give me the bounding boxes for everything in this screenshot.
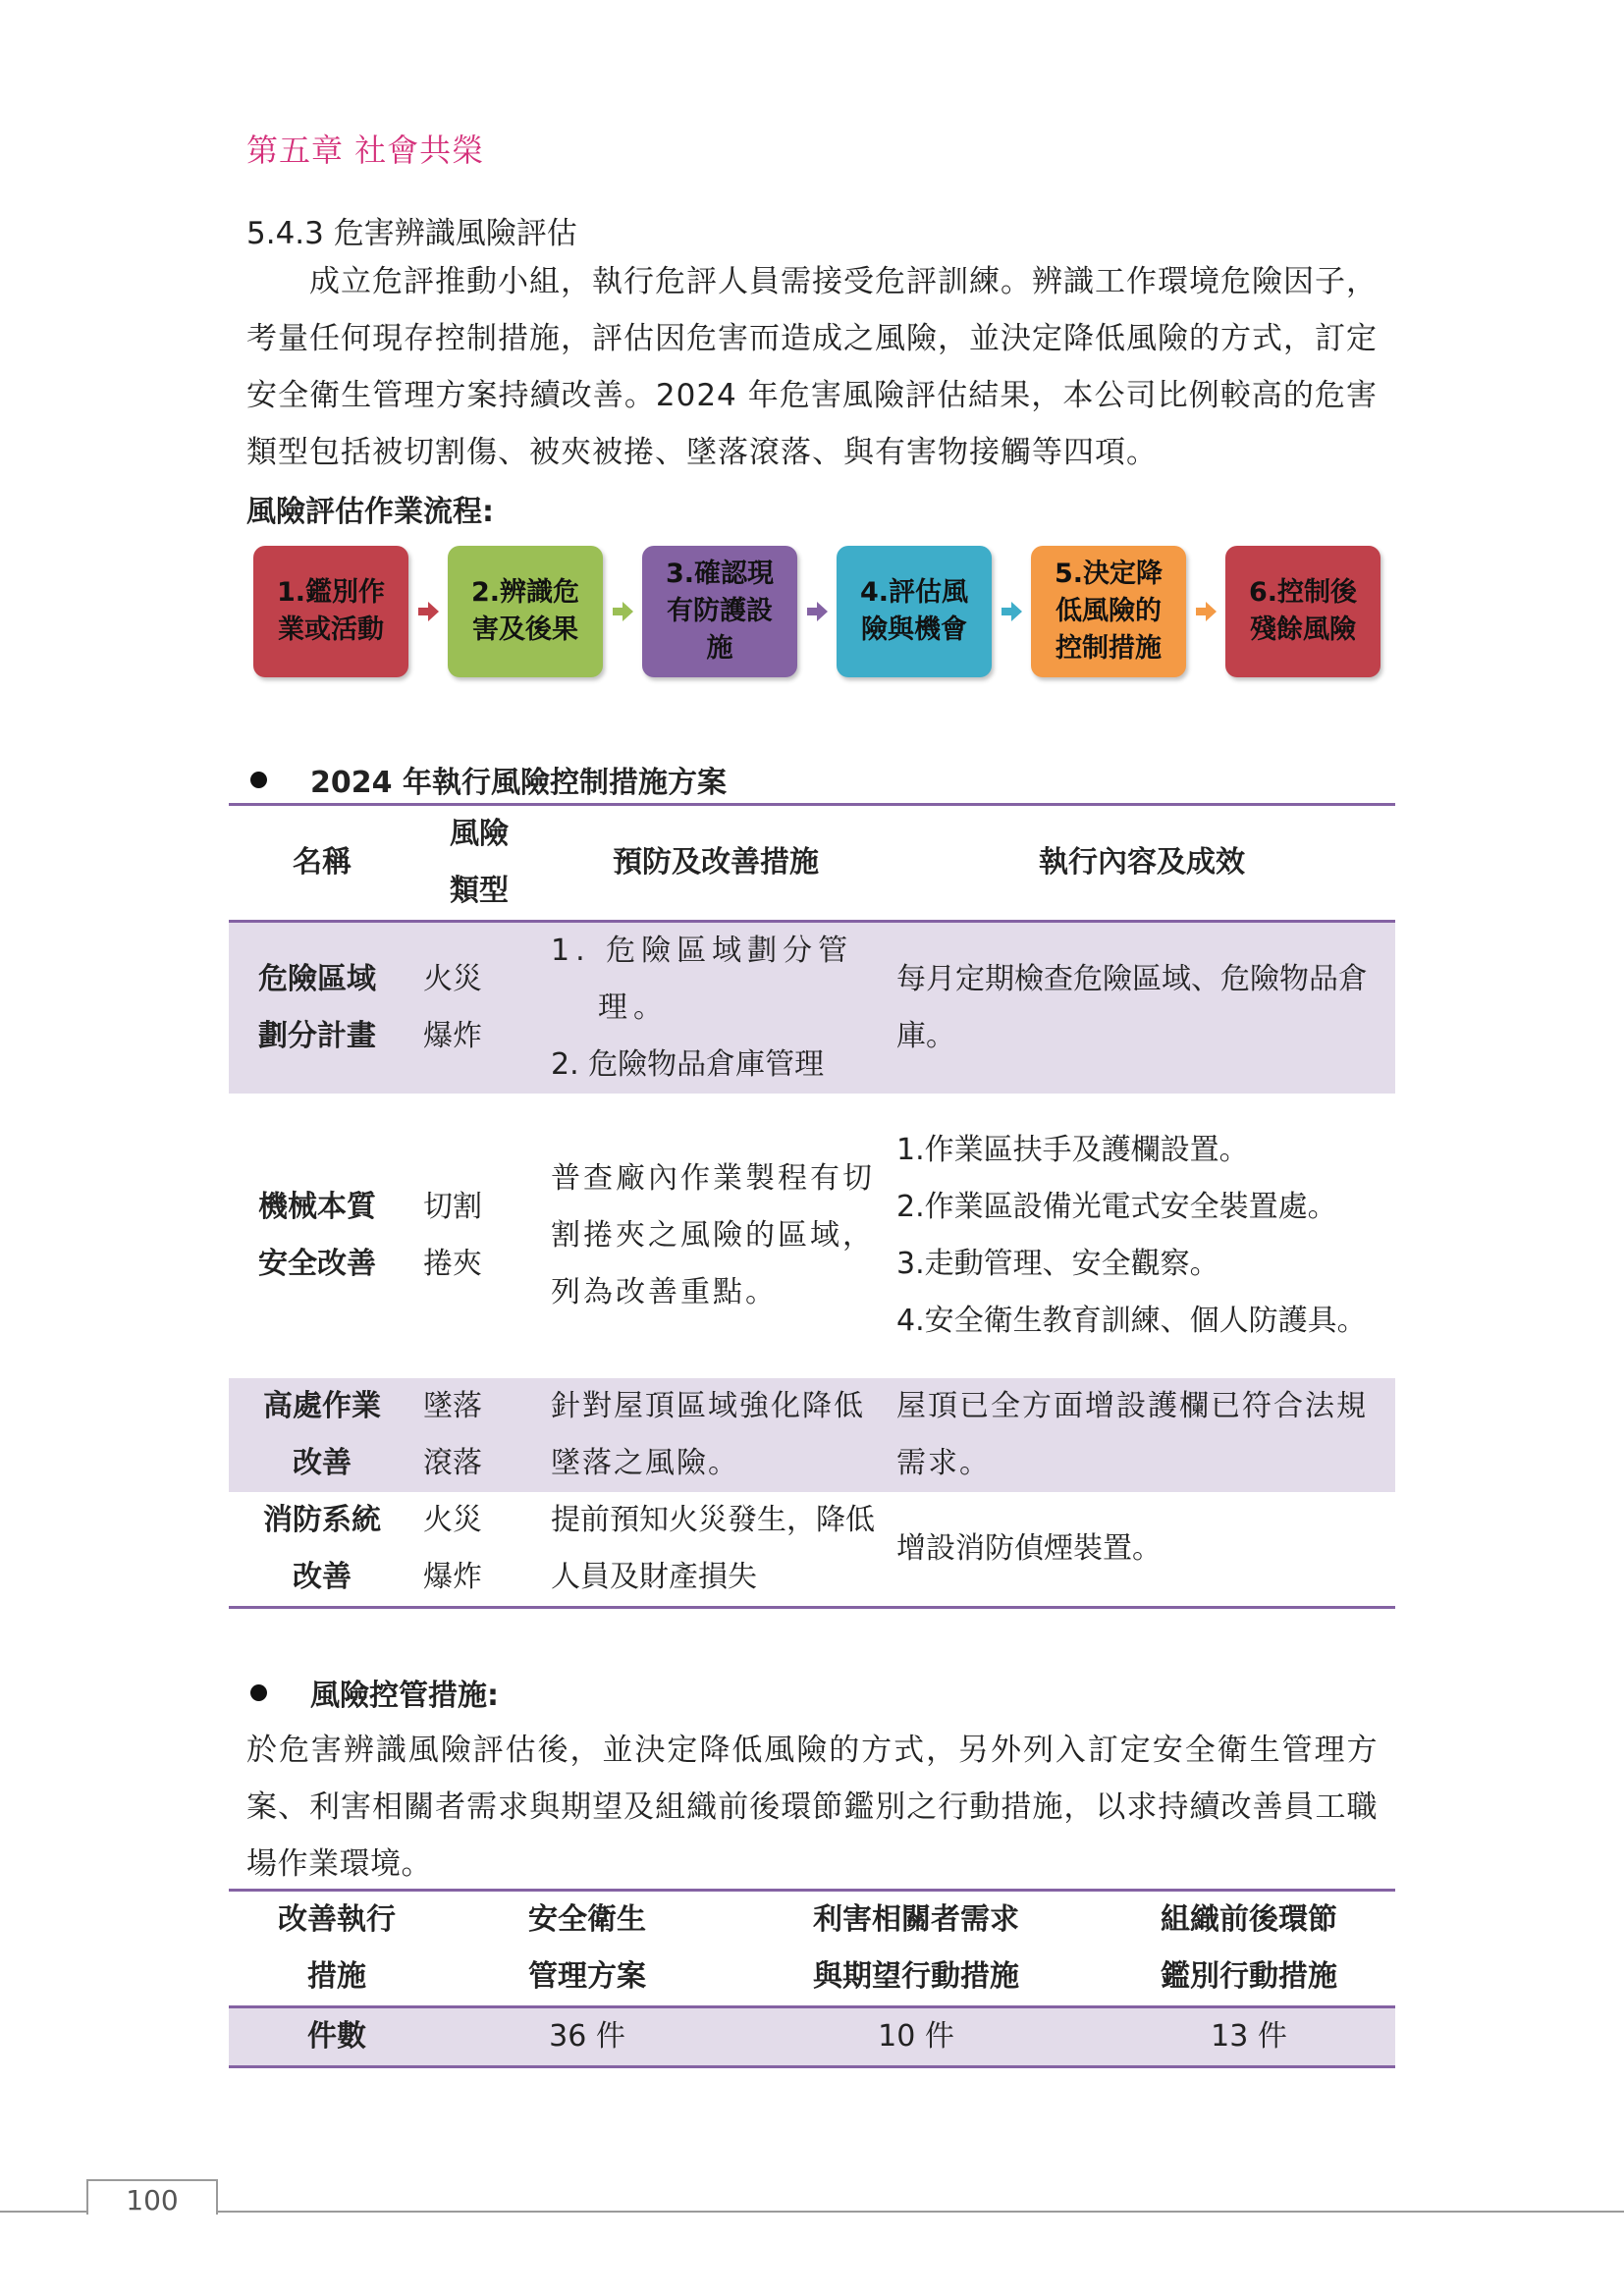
result-item: 4.安全衛生教育訓練、個人防護具。 [896,1304,1367,1338]
table-row [229,1378,1395,1492]
table-row [229,1492,1395,1608]
prevention-item: 針對屋頂區域強化降低墜落之風險。 [551,1389,865,1480]
result-item: 1.作業區扶手及護欄設置。 [896,1133,1249,1167]
row-type [415,1492,543,1608]
flow-step-label: 2.辨識危害及後果 [470,577,580,645]
header-type-text: 風險類型 [450,817,509,908]
flow-step-3 [642,546,797,677]
row-type-text: 火災爆炸 [423,962,482,1053]
flow-step-5 [1031,546,1186,677]
result-item: 每月定期檢查危險區域、危險物品倉庫。 [896,962,1368,1053]
measures-count-table [229,1889,1395,2068]
row-name [229,1378,415,1492]
plan-heading [246,758,727,801]
flow-step-label: 3.確認現有防護設施 [665,559,775,664]
arrow-right-icon [807,601,829,622]
control-paragraph: 於危害辨識風險評估後，並決定降低風險的方式，另外列入訂定安全衛生管理方案、利害相關者需求與期望及組織前後環節鑑別之行動措施，以求持續改善員工職場作業環境。 [246,1733,1378,1882]
count-org-links: 13 件 [1211,2019,1287,2054]
flow-step-label: 6.控制後殘餘風險 [1248,577,1358,645]
count-stakeholder: 10 件 [878,2019,954,2054]
row-type [415,1378,543,1492]
control-heading-text: 風險控管措施: [310,1679,499,1713]
result-item: 2.作業區設備光電式安全裝置處。 [896,1190,1337,1224]
result-item: 增設消防偵煙裝置。 [896,1531,1162,1566]
table-row [229,922,1395,1095]
header-stakeholder-text: 利害相關者需求與期望行動措施 [813,1902,1019,1994]
prevention-item: 2. 危險物品倉庫管理 [551,1047,825,1082]
header-safety-plan [445,1891,730,2007]
header-measures [229,1891,445,2007]
header-safety-plan-text: 安全衛生管理方案 [528,1902,646,1994]
header-result: 執行內容及成效 [1039,845,1245,880]
flow-step-1 [253,546,408,677]
arrow-right-icon [418,601,440,622]
flow-title: 風險評估作業流程: [246,495,494,529]
header-stakeholder [730,1891,1103,2007]
prevention-item: 1. 危險區域劃分管理。 [551,934,854,1025]
bullet-icon [250,1684,267,1701]
row-result [889,1094,1395,1378]
prevention-item: 普查廠內作業製程有切割捲夾之風險的區域，列為改善重點。 [551,1161,875,1309]
row-type-text: 火災爆炸 [423,1503,482,1594]
table-row [229,2007,1395,2067]
row-type-text: 切割捲夾 [423,1190,482,1281]
row-prevention [543,1378,889,1492]
header-measures-text: 改善執行措施 [278,1902,396,1994]
row-name-text: 危險區域劃分計畫 [258,962,376,1053]
arrow-right-icon [613,601,634,622]
row-name-text: 高處作業改善 [263,1389,381,1480]
flow-step-label: 5.決定降低風險的控制措施 [1054,559,1164,664]
flow-step-label: 4.評估風險與機會 [859,577,969,645]
row-result [889,922,1395,1095]
row-type-text: 墜落滾落 [423,1389,482,1480]
row-result [889,1378,1395,1492]
row-name [229,1094,415,1378]
chapter-header: 第五章 社會共榮 [246,132,485,169]
risk-control-plan-table [229,803,1395,1609]
header-org-links-text: 組織前後環節鑑別行動措施 [1161,1902,1337,1994]
result-item: 屋頂已全方面增設護欄已符合法規需求。 [896,1389,1368,1480]
header-org-links [1103,1891,1395,2007]
section-title: 5.4.3 危害辨識風險評估 [246,216,577,251]
row-type [415,1094,543,1378]
flow-step-label: 1.鑑別作業或活動 [276,577,386,645]
risk-assessment-flow [251,546,1380,677]
flow-step-2 [448,546,603,677]
row-name-text: 消防系統改善 [263,1503,381,1594]
row-result [889,1492,1395,1608]
count-safety-plan: 36 件 [549,2019,625,2054]
row-label: 件數 [307,2019,366,2054]
row-name [229,922,415,1095]
flow-step-6 [1225,546,1380,677]
flow-step-4 [837,546,992,677]
header-type [415,805,543,922]
intro-paragraph: 成立危評推動小組，執行危評人員需接受危評訓練。辨識工作環境危險因子，考量任何現存控制措施，評估因危害而造成之風險，並決定降低風險的方式，訂定安全衛生管理方案持續改善。2024 年危害風險評估結果，本公司比例較高的危害類型包括被切割傷、被夾被捲、墜落滾落、與有害物接觸等四項。 [246,264,1378,470]
row-prevention [543,1492,889,1608]
plan-heading-text: 2024 年執行風險控制措施方案 [310,766,727,800]
row-type [415,922,543,1095]
footer-rule [0,2211,1624,2213]
prevention-item: 提前預知火災發生，降低人員及財產損失 [551,1503,875,1594]
arrow-right-icon [1001,601,1023,622]
header-name: 名稱 [293,845,352,880]
control-heading [246,1671,499,1714]
bullet-icon [250,772,267,788]
header-prevention: 預防及改善措施 [613,845,819,880]
row-prevention [543,922,889,1095]
result-item: 3.走動管理、安全觀察。 [896,1247,1219,1281]
page-number: 100 [86,2179,218,2215]
table-row [229,1094,1395,1378]
row-name [229,1492,415,1608]
table-header-row [229,1891,1395,2007]
row-prevention [543,1094,889,1378]
arrow-right-icon [1196,601,1218,622]
row-name-text: 機械本質安全改善 [258,1190,376,1281]
table-header-row [229,805,1395,922]
